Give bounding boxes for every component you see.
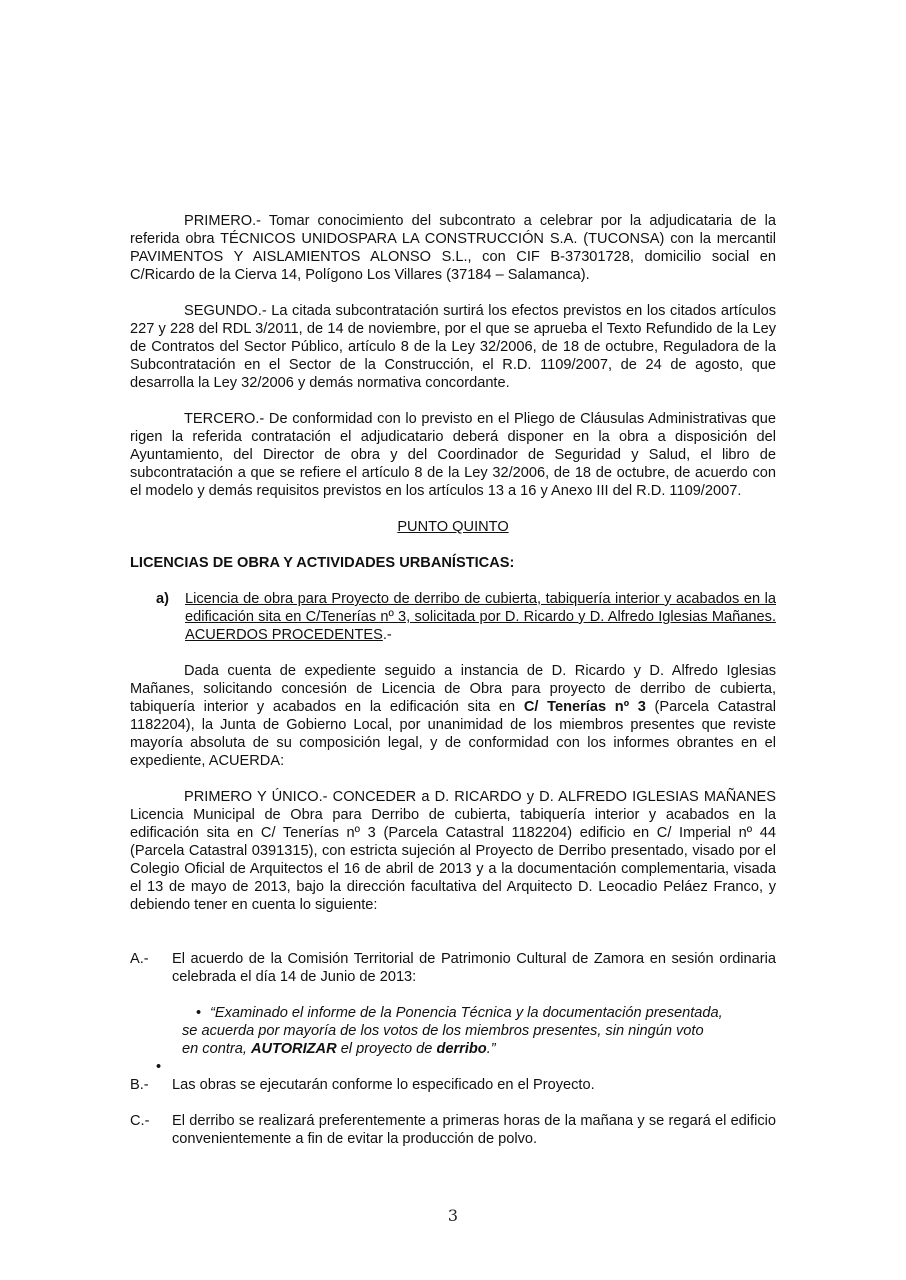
item-A-text: El acuerdo de la Comisión Territorial de Patrimonio Cultural de Zamora en sesión ordinaria celebrada el día 14 de Junio de 2013: [172, 951, 776, 985]
item-C-text: El derribo se realizará preferentemente a primeras horas de la mañana y se regará el edificio convenientemente a fin de evitar la producción de polvo. [172, 1113, 776, 1147]
item-C [130, 1112, 776, 1148]
quote-line-1: “Examinado el informe de la Ponencia Técnica y la documentación presentada, [210, 1005, 723, 1021]
page-number: 3 [447, 1206, 459, 1225]
document-body [130, 212, 776, 1148]
item-C-label: C.- [130, 1113, 150, 1129]
bullet-icon: • [196, 1005, 202, 1021]
item-B [130, 1076, 776, 1094]
punto-quinto-text: PUNTO QUINTO [397, 519, 509, 535]
section-heading: LICENCIAS DE OBRA Y ACTIVIDADES URBANÍSTICAS: [130, 555, 515, 571]
quote-derribo: derribo [436, 1041, 487, 1057]
dada-cuenta-address: C/ Tenerías nº 3 [523, 699, 646, 715]
dada-cuenta-text-1: Dada cuenta de expediente seguido a instancia de D. Ricardo y D. Alfredo Iglesias Mañanes, solicitando concesión de Licencia de Obra para proyecto de derribo de cubierta, tabiquería interior y acabados en la edificación sita en [130, 663, 776, 715]
quote-autorizar: AUTORIZAR [250, 1041, 337, 1057]
punto-quinto-heading [130, 518, 776, 536]
quote-line-2: se acuerda por mayoría de los votos de los miembros presentes, sin ningún voto [182, 1023, 704, 1039]
quote-line-3-a: en contra, [182, 1041, 251, 1057]
item-a [130, 590, 776, 644]
item-a-title: Licencia de obra para Proyecto de derribo de cubierta, tabiquería interior y acabados en la edificación sita en C/Tenerías nº 3, solicitada por D. Ricardo y D. Alfredo Iglesias Mañanes. ACUERDOS PROCEDENTES [185, 591, 776, 643]
quote-line-3-c: .” [486, 1041, 496, 1057]
stray-bullet-icon: • [156, 1059, 162, 1075]
quote-line-3 [182, 1040, 752, 1058]
item-a-suffix: .- [382, 627, 392, 643]
item-B-text: Las obras se ejecutarán conforme lo especificado en el Proyecto. [172, 1077, 595, 1093]
quote-block [182, 1004, 752, 1058]
item-A-label: A.- [130, 951, 149, 967]
primero-subcontrato-paragraph: PRIMERO.- Tomar conocimiento del subcontrato a celebrar por la adjudicataria de la referida obra TÉCNICOS UNIDOSPARA LA CONSTRUCCIÓN S.A. (TUCONSA) con la mercantil PAVIMENTOS Y AISLAMIENTOS ALONSO S.L., con CIF B-37301728, domicilio social en C/Ricardo de la Cierva 14, Polígono Los Villares (37184 – Salamanca). [130, 213, 776, 283]
dada-cuenta-text-2: (Parcela Catastral 1182204), la Junta de Gobierno Local, por unanimidad de los miembros presentes que reviste mayoría absoluta de su composición legal, y de conformidad con los informes obrantes en el expediente, ACUERDA: [130, 699, 776, 769]
segundo-paragraph: SEGUNDO.- La citada subcontratación surtirá los efectos previstos en los citados artículos 227 y 228 del RDL 3/2011, de 14 de noviembre, por el que se aprueba el Texto Refundido de la Ley de Contratos del Sector Público, artículo 8 de la Ley 32/2006, de 18 de octubre, Reguladora de la Subcontratación en el Sector de la Construcción, el R.D. 1109/2007, de 24 de agosto, que desarrolla la Ley 32/2006 y demás normativa concordante. [130, 303, 776, 391]
dada-cuenta-paragraph [130, 662, 776, 770]
item-B-label: B.- [130, 1077, 149, 1093]
primero-unico-paragraph: PRIMERO Y ÚNICO.- CONCEDER a D. RICARDO y D. ALFREDO IGLESIAS MAÑANES Licencia Municipal de Obra para Derribo de cubierta, tabiquería interior y acabados en la edificación sita en C/ Tenerías nº 3 (Parcela Catastral 1182204) edificio en C/ Imperial nº 44 (Parcela Catastral 0391315), con estricta sujeción al Proyecto de Derribo presentado, visado por el Colegio Oficial de Arquitectos el 16 de abril de 2013 y a la documentación complementaria, visada el 13 de mayo de 2013, bajo la dirección facultativa del Arquitecto D. Leocadio Peláez Franco, y debiendo tener en cuenta lo siguiente: [130, 789, 776, 913]
tercero-paragraph: TERCERO.- De conformidad con lo previsto en el Pliego de Cláusulas Administrativas que rigen la referida contratación el adjudicatario deberá disponer en la obra a disposición del Ayuntamiento, del Director de obra y del Coordinador de Seguridad y Salud, el libro de subcontratación a que se refiere el artículo 8 de la Ley 32/2006, de 18 de octubre, de acuerdo con el modelo y demás requisitos previstos en los artículos 13 a 16 y Anexo III del R.D. 1109/2007. [130, 411, 776, 499]
item-a-label: a) [156, 591, 169, 607]
quote-line-3-b: el proyecto de [336, 1041, 437, 1057]
item-A [130, 950, 776, 986]
